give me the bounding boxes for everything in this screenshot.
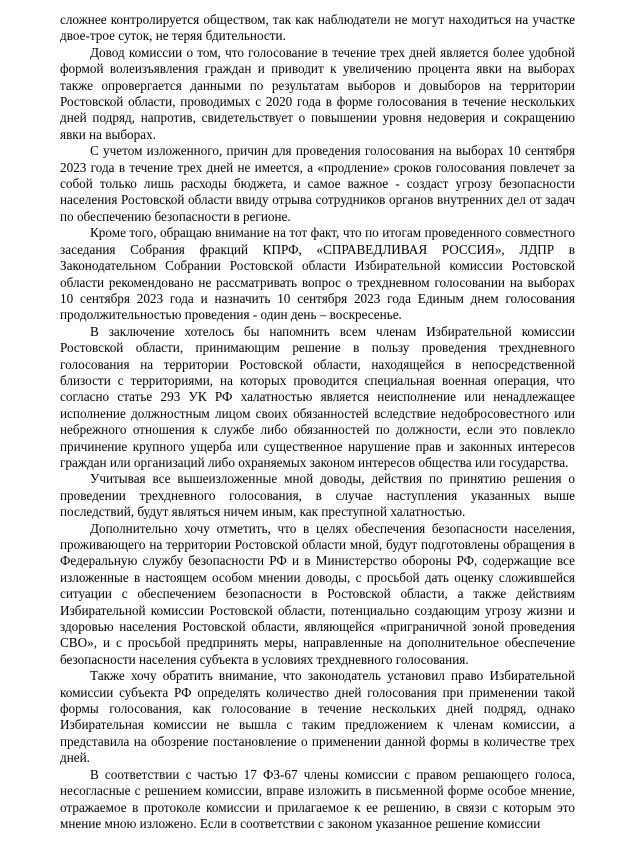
paragraph-turnout-argument: Довод комиссии о том, что голосование в течение трех дней является более удобной формой волеизъявления граждан и приводит к увеличению процента явки на выборах также опровергается данными по результатам выборов и довыборов на территории Ростовской области, проводимых с 2020 года в форме голосования в течение нескольких дней подряд, напротив, свидетельствует о повышении уровня недоверия и сокращению явки на выборах. [60, 44, 575, 142]
paragraph-legislator-right: Также хочу обратить внимание, что законодатель установил право Избирательной комиссии субъекта РФ определять количество дней голосования при применении такой формы голосования, как голосование в течение нескольких дней подряд, однако Избирательная комиссии не вышла с таким предложением к членам комиссии, а представила на обозрение постановление о применении данной формы в количестве трех дней. [60, 668, 575, 766]
paragraph-criminal-negligence: Учитывая все вышеизложенные мной доводы, действия по принятию решения о проведении трехдневного голосования, в случае наступления указанных выше последствий, будут являться ничем иным, как преступной халатностью. [60, 471, 575, 520]
paragraph-negligence-reminder: В заключение хотелось бы напомнить всем членам Избирательной комиссии Ростовской области, принимающим решение в пользу проведения трехдневного голосования на территории Ростовской области, находящейся в непосредственной близости с территориями, на которых проводится специальная военная операция, что согласно статье 293 УК РФ халатностью является неисполнение или ненадлежащее исполнение должностным лицом своих обязанностей вследствие недобросовестного или небрежного отношения к службе либо обязанностей по должности, если это повлекло причинение крупного ущерба или существенное нарушение прав и законных интересов граждан или организаций либо охраняемых законом интересов общества или государства. [60, 323, 575, 470]
paragraph-factions-meeting: Кроме того, обращаю внимание на тот факт, что по итогам проведенного совместного заседания Собрания фракций КПРФ, «СПРАВЕДЛИВАЯ РОССИЯ», ЛДПР в Законодательном Собрании Ростовской области Избирательной комиссии Ростовской области рекомендовано не рассматривать вопрос о трехдневном голосовании на выборах 10 сентября 2023 года и назначить 10 сентября 2023 года Единым днем голосования продолжительностью проведения - один день – воскресенье. [60, 225, 575, 323]
paragraph-appeals: Дополнительно хочу отметить, что в целях обеспечения безопасности населения, проживающего на территории Ростовской области мной, будут подготовлены обращения в Федеральную службу безопасности РФ и в Министерство обороны РФ, содержащие все изложенные в настоящем особом мнении доводы, с просьбой дать оценку сложившейся ситуации с обеспечением безопасности в Ростовской области, а также действиям Избирательной комиссии Ростовской области, потенциально создающим угрозу жизни и здоровью населения Ростовской области, являющейся «приграничной зоной проведения СВО», и с просьбой предпринять меры, направленные на дополнительное обеспечение безопасности населения субъекта в условиях трехдневного голосования. [60, 520, 575, 667]
paragraph-dissenting-opinion: В соответствии с частью 17 ФЗ-67 члены комиссии с правом решающего голоса, несогласные с решением комиссии, вправе изложить в письменной форме особое мнение, отражаемое в протоколе комиссии и прилагаемое к ее решению, в связи с которым это мнение мною изложено. Если в соответствии с законом указанное решение комиссии [60, 766, 575, 831]
paragraph-conclusion-reasons: С учетом изложенного, причин для проведения голосования на выборах 10 сентября 2023 года в течение трех дней не имеется, а «продление» сроков голосования повлечет за собой только лишь расходы бюджета, и самое важное - создаст угрозу безопасности населения Ростовской области ввиду отрыва сотрудников органов внутренних дел от задач по обеспечению безопасности в регионе. [60, 143, 575, 224]
paragraph-continuation: сложнее контролируется обществом, так как наблюдатели не могут находиться на участке двое-трое суток, не теряя бдительности. [60, 12, 575, 44]
